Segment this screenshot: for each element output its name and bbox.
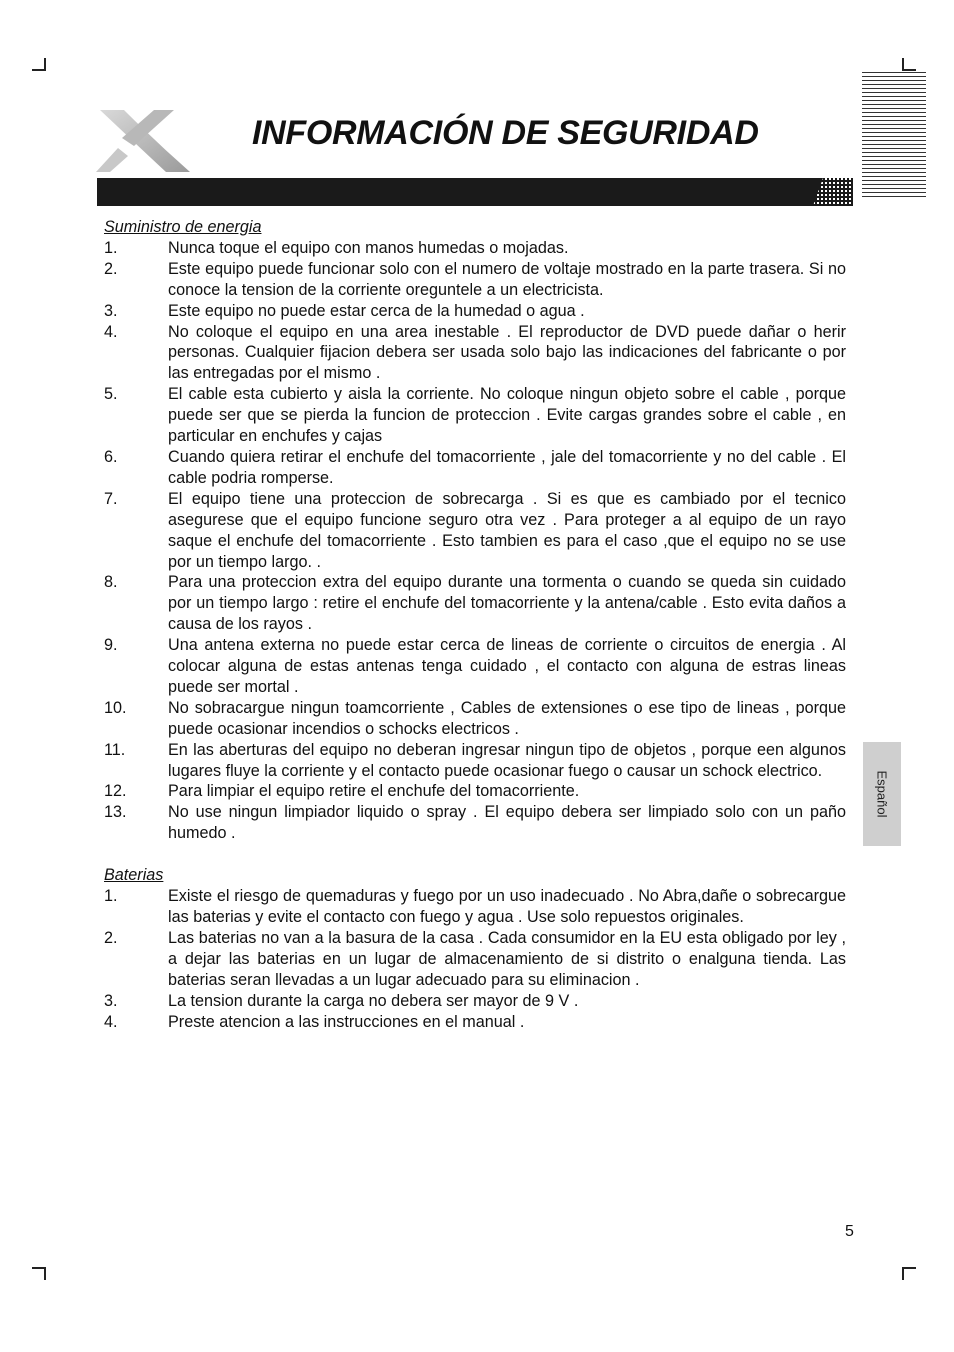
item-text: Nunca toque el equipo con manos humedas o mojadas. — [168, 238, 569, 257]
item-number: 7. — [104, 489, 118, 508]
item-number: 2. — [104, 928, 118, 947]
crop-mark-top-right — [902, 69, 916, 71]
item-text: Cuando quiera retirar el enchufe del tomacorriente , jale del tomacorriente y no del cable . El cable podria romperse. — [168, 447, 846, 487]
item-text: La tension durante la carga no debera ser mayor de 9 V . — [168, 991, 579, 1010]
section-heading-power: Suministro de energia — [104, 218, 262, 236]
section-heading-batteries: Baterias — [104, 866, 164, 885]
power-list — [104, 238, 846, 844]
item-number: 2. — [104, 259, 118, 278]
list-item — [104, 238, 846, 259]
page-title: INFORMACIÓN DE SEGURIDAD — [252, 114, 759, 152]
item-text: Este equipo puede funcionar solo con el numero de voltaje mostrado en la parte trasera. Si no conoce la tension de la corriente oreguntele a un electricista. — [168, 259, 846, 299]
crop-mark-bottom-left — [44, 1267, 46, 1280]
item-number: 12. — [104, 782, 127, 801]
list-item — [104, 259, 846, 301]
item-number: 1. — [104, 887, 118, 906]
list-item — [104, 802, 846, 844]
item-number: 3. — [104, 991, 118, 1010]
crop-mark-bottom-right — [902, 1267, 904, 1280]
item-number: 9. — [104, 636, 118, 655]
item-text: Este equipo no puede estar cerca de la humedad o agua . — [168, 301, 585, 320]
list-item — [104, 489, 846, 573]
list-item — [104, 572, 846, 635]
item-number: 8. — [104, 573, 118, 592]
item-text: Para limpiar el equipo retire el enchufe del tomacorriente. — [168, 782, 580, 801]
language-tab-label: Español — [874, 770, 890, 818]
crop-mark-top-left — [32, 69, 46, 71]
safety-content — [104, 217, 846, 1032]
list-item — [104, 698, 846, 740]
list-item — [104, 635, 846, 698]
item-number: 5. — [104, 385, 118, 404]
list-item — [104, 928, 846, 991]
item-text: Una antena externa no puede estar cerca de lineas de corriente o circuitos de energia . Al colocar alguna de estas antenas tenga cuidado , el contacto con alguna de estras lineas puede ser mortal . — [168, 636, 846, 696]
crop-mark-bottom-right — [902, 1267, 916, 1269]
page-number: 5 — [845, 1223, 854, 1240]
header-bar — [97, 178, 853, 206]
item-number: 3. — [104, 301, 118, 320]
item-number: 4. — [104, 322, 118, 341]
dot-pattern-icon — [813, 178, 853, 206]
item-number: 13. — [104, 803, 127, 822]
list-item — [104, 886, 846, 928]
list-item — [104, 384, 846, 447]
side-line-pattern — [862, 72, 926, 202]
item-number: 1. — [104, 238, 118, 257]
item-text: El equipo tiene una proteccion de sobrecarga . Si es que es cambiado por el tecnico asegurese que el equipo funcione seguro otra vez . Para proteger a al equipo de un rayo saque el enchufe del tomacorriente . Esto tambien es para el caso ,que el equipo no se use por un tiempo largo. . — [168, 489, 846, 571]
item-text: No coloque el equipo en una area inestable . El reproductor de DVD puede dañar o herir personas. Cualquier fijacion debera ser usada solo bajo las indicaciones del fabricante o por las entregadas por el mismo . — [168, 322, 846, 383]
item-number: 10. — [104, 698, 127, 717]
list-item — [104, 740, 846, 782]
list-item — [104, 991, 846, 1012]
list-item — [104, 447, 846, 489]
item-text: En las aberturas del equipo no deberan ingresar ningun tipo de objetos , porque een algunos lugares fluye la corriente y el contacto puede ocasionar fuego o causar un schock electrico. — [168, 740, 846, 780]
list-item — [104, 781, 846, 802]
item-number: 4. — [104, 1012, 118, 1031]
item-text: Preste atencion a las instrucciones en el manual . — [168, 1012, 525, 1031]
language-tab — [863, 742, 901, 846]
item-text: Las baterias no van a la basura de la casa . Cada consumidor en la EU esta obligado por ley , a dejar las baterias en un lugar de almacenamiento de si distrito o enalguna tienda. Las baterias seran llevadas a un lugar adecuado para su eliminacion . — [168, 928, 846, 989]
list-item — [104, 301, 846, 322]
item-number: 11. — [104, 740, 126, 759]
section-gap — [104, 844, 846, 865]
item-text: No sobracargue ningun toamcorriente , Cables de extensiones o ese tipo de lineas , porque puede ocasionar incendios o schocks electricos . — [168, 698, 846, 738]
list-item — [104, 322, 846, 385]
x-logo-icon — [96, 108, 192, 174]
item-text: Existe el riesgo de quemaduras y fuego por un uso inadecuado . No Abra,dañe o sobrecargue las baterias y evite el contacto con fuego y agua . Use solo repuestos originales. — [168, 887, 846, 926]
list-item — [104, 1012, 846, 1033]
item-text: El cable esta cubierto y aisla la corriente. No coloque ningun objeto sobre el cable , porque puede ser que se pierda la funcion de proteccion . Evite cargas grandes sobre el cable , en particular en enchufes y cajas — [168, 385, 846, 446]
batteries-list — [104, 886, 846, 1032]
item-text: No use ningun limpiador liquido o spray . El equipo debera ser limpiado solo con un paño humedo . — [168, 803, 846, 843]
item-number: 6. — [104, 447, 118, 466]
item-text: Para una proteccion extra del equipo durante una tormenta o cuando se queda sin cuidado por un tiempo largo : retire el enchufe del tomacorriente y la antena/cable . Esto evita daños a causa de los rayos . — [168, 573, 846, 634]
